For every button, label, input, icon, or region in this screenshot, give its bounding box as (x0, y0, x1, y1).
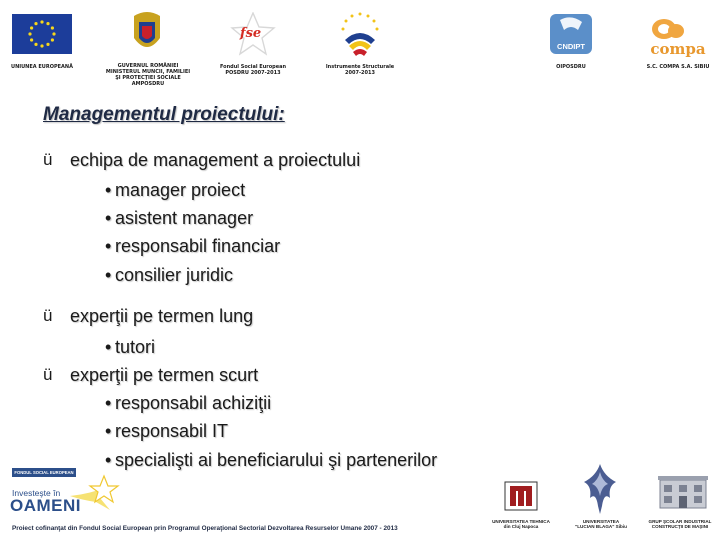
fse-caption-line: POSDRU 2007-2013 (225, 70, 281, 76)
eu-flag-logo (12, 14, 72, 54)
partner-caption (484, 519, 558, 530)
gov-caption-line: AMPOSDRU (131, 81, 165, 87)
list-item (105, 337, 155, 358)
structural-instruments-icon (335, 10, 385, 58)
partner-logo-utcn (503, 480, 539, 512)
invest-line-1: Investeşte în (12, 488, 61, 498)
bullet-icon: • (105, 421, 112, 441)
list-item (105, 265, 233, 286)
partner-caption (568, 519, 634, 530)
list-item (105, 180, 245, 201)
utcn-icon (503, 480, 539, 512)
list-item-label: specialişti ai beneficiarului şi partenerilor (115, 450, 438, 470)
compa-mark: compa (650, 40, 706, 58)
bullet-icon: • (105, 180, 112, 200)
group-heading: echipa de management a proiectului (70, 150, 361, 170)
eu-caption: UNIUNEA EUROPEANĂ (11, 64, 73, 70)
investeste-in-oameni-logo (10, 468, 120, 518)
invest-line-2: OAMENI (10, 496, 81, 515)
cndipt-icon (550, 14, 592, 42)
fse-caption-line: Fondul Social European (219, 64, 287, 70)
partner-caption-line: UNIVERSITATEA (582, 519, 620, 524)
partner-caption-line: GRUP ŞCOLAR INDUSTRIAL (648, 519, 712, 524)
list-item-label: asistent manager (115, 208, 254, 228)
cofinancing-note: Proiect cofinanţat din Fondul Social European prin Programul Operaţional Sectorial Dezvoltarea Resurselor Umane 2007 - 2013 (12, 525, 398, 532)
cndipt-logo (550, 14, 592, 54)
list-item (105, 393, 271, 414)
list-item-label: responsabil IT (115, 421, 229, 441)
bullet-icon: • (105, 393, 112, 413)
ulbs-eagle-icon (580, 462, 620, 516)
list-item-label: manager proiect (115, 180, 246, 200)
eu-flag-icon (12, 14, 72, 54)
bullet-icon: • (105, 450, 112, 470)
is-caption (318, 64, 402, 76)
fse-logo (230, 12, 276, 56)
checkmark-icon: ü (43, 150, 53, 169)
list-item-label: consilier juridic (115, 265, 234, 285)
partner-logo-gsicm (656, 472, 710, 512)
slide-title: Managementul proiectului: (43, 104, 285, 125)
partner-caption-line: CONSTRUCŢII DE MAŞINI (651, 524, 709, 530)
is-caption-line: 2007-2013 (345, 70, 375, 76)
list-item (105, 421, 228, 442)
partner-caption (642, 519, 718, 530)
gov-caption-line: GUVERNUL ROMÂNIEI (117, 63, 179, 69)
partner-logo-ulbs (580, 462, 620, 516)
group-heading: experţii pe termen lung (70, 306, 254, 326)
bullet-icon: • (105, 208, 112, 228)
list-item (105, 208, 253, 229)
fse-banner: FONDUL SOCIAL EUROPEAN (12, 468, 76, 477)
list-item-label: tutori (115, 337, 156, 357)
compa-logo (640, 16, 716, 56)
gov-caption-line: ŞI PROTECŢIEI SOCIALE (115, 75, 181, 81)
cndipt-mark: CNDIPT (557, 42, 585, 51)
group-heading: experţii pe termen scurt (70, 365, 259, 385)
list-item (105, 236, 280, 257)
cndipt-caption: OIPOSDRU (556, 64, 586, 70)
is-caption-line: Instrumente Structurale (325, 64, 395, 70)
compa-caption: S.C. COMPA S.A. SIBIU (646, 64, 710, 70)
checkmark-icon: ü (43, 365, 53, 384)
list-item-label: responsabil financiar (115, 236, 281, 256)
bullet-icon: • (105, 337, 112, 357)
fse-mark: fse (240, 26, 262, 41)
instrumente-structurale-logo (335, 10, 385, 58)
partner-caption-line: din Cluj Napoca (503, 524, 539, 530)
bullet-icon: • (105, 236, 112, 256)
partner-caption-line: UNIVERSITATEA TEHNICA (492, 519, 550, 524)
gsicm-building-icon (656, 472, 710, 512)
bullet-icon: • (105, 265, 112, 285)
gov-caption (104, 63, 192, 87)
checkmark-icon: ü (43, 306, 53, 325)
list-item (105, 450, 437, 471)
romania-coat-of-arms-logo (130, 10, 164, 58)
compa-emblem-icon (640, 16, 716, 42)
fse-caption (214, 64, 292, 76)
partner-caption-line: "LUCIAN BLAGA" Sibiu (575, 524, 627, 530)
list-item-label: responsabil achiziţii (115, 393, 272, 413)
gov-caption-line: MINISTERUL MUNCII, FAMILIEI (105, 69, 191, 75)
coat-of-arms-icon (130, 10, 164, 58)
